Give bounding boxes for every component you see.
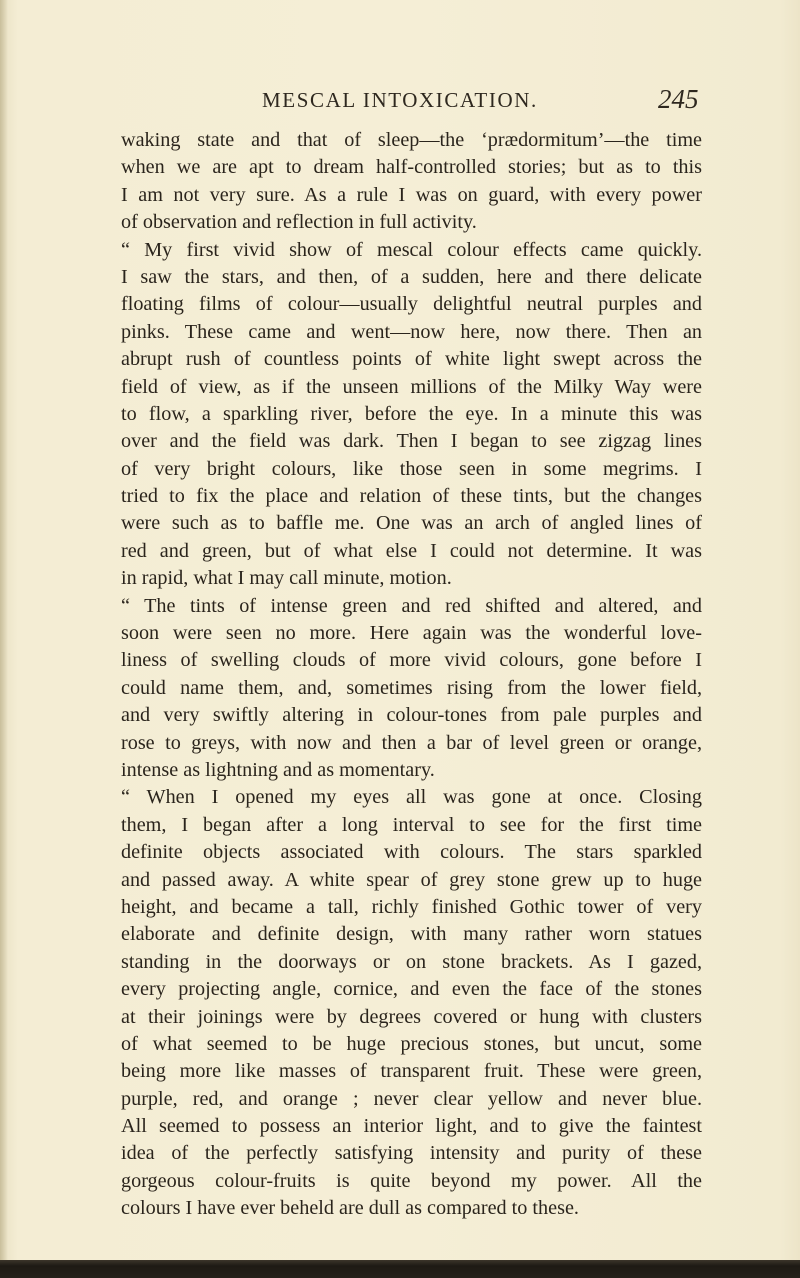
text-line: I saw the stars, and then, of a sudden, here and there delicate [121, 265, 702, 288]
text-line: in rapid, what I may call minute, motion. [121, 567, 452, 590]
text-line: them, I began after a long interval to see for the first time [121, 813, 702, 836]
text-line: and very swiftly altering in colour-tones from pale purples and [121, 704, 702, 727]
text-line: “ When I opened my eyes all was gone at once. Closing [121, 786, 702, 809]
body-text [121, 127, 702, 1223]
text-line: purple, red, and orange ; never clear yellow and never blue. [121, 1087, 702, 1110]
text-line: liness of swelling clouds of more vivid colours, gone before I [121, 649, 702, 672]
text-line: All seemed to possess an interior light, and to give the faintest [121, 1115, 702, 1138]
text-line: soon were seen no more. Here again was the wonderful love- [121, 622, 702, 645]
text-line: idea of the perfectly satisfying intensity and purity of these [121, 1142, 702, 1165]
text-line: field of view, as if the unseen millions of the Milky Way were [121, 375, 702, 398]
text-line: tried to fix the place and relation of these tints, but the changes [121, 485, 702, 508]
text-line: “ My first vivid show of mescal colour effects came quickly. [121, 238, 702, 261]
text-line: abrupt rush of countless points of white light swept across the [121, 348, 702, 371]
text-line: pinks. These came and went—now here, now there. Then an [121, 320, 702, 343]
text-line: standing in the doorways or on stone brackets. As I gazed, [121, 950, 702, 973]
text-line: of observation and reflection in full activity. [121, 211, 477, 234]
text-line: I am not very sure. As a rule I was on guard, with every power [121, 183, 702, 206]
text-line: “ The tints of intense green and red shifted and altered, and [121, 594, 702, 617]
text-line: intense as lightning and as momentary. [121, 758, 435, 781]
text-line: were such as to baffle me. One was an arch of angled lines of [121, 512, 702, 535]
text-line: waking state and that of sleep—the ‘prædormitum’—the time [121, 129, 702, 151]
spine-shadow [0, 0, 8, 1278]
text-line: red and green, but of what else I could not determine. It was [121, 539, 702, 562]
text-line: definite objects associated with colours. The stars sparkled [121, 841, 702, 864]
running-head-title: MESCAL INTOXICATION. [262, 88, 538, 112]
text-line: being more like masses of transparent fruit. These were green, [121, 1060, 702, 1083]
text-line: gorgeous colour-fruits is quite beyond my power. All the [121, 1169, 702, 1192]
text-line: when we are apt to dream half-controlled stories; but as to this [121, 156, 702, 179]
page-number: 245 [658, 84, 699, 114]
text-line: over and the field was dark. Then I began to see zigzag lines [121, 430, 702, 453]
text-line: every projecting angle, cornice, and even the face of the stones [121, 978, 702, 1001]
text-line: floating films of colour—usually delightful neutral purples and [121, 293, 702, 316]
text-line: at their joinings were by degrees covered or hung with clusters [121, 1005, 702, 1028]
text-line: could name them, and, sometimes rising from the lower field, [121, 676, 702, 699]
text-line: of what seemed to be huge precious stones, but uncut, some [121, 1032, 702, 1055]
text-line: rose to greys, with now and then a bar of level green or orange, [121, 731, 702, 754]
text-line: elaborate and definite design, with many rather worn statues [121, 923, 702, 946]
text-line: colours I have ever beheld are dull as compared to these. [121, 1197, 579, 1220]
running-head [0, 84, 800, 118]
text-line: and passed away. A white spear of grey stone grew up to huge [121, 868, 702, 891]
text-line: of very bright colours, like those seen in some megrims. I [121, 457, 702, 480]
page-bottom-edge [0, 1260, 800, 1278]
text-line: height, and became a tall, richly finished Gothic tower of very [121, 895, 702, 918]
text-line: to flow, a sparkling river, before the eye. In a minute this was [121, 402, 702, 425]
